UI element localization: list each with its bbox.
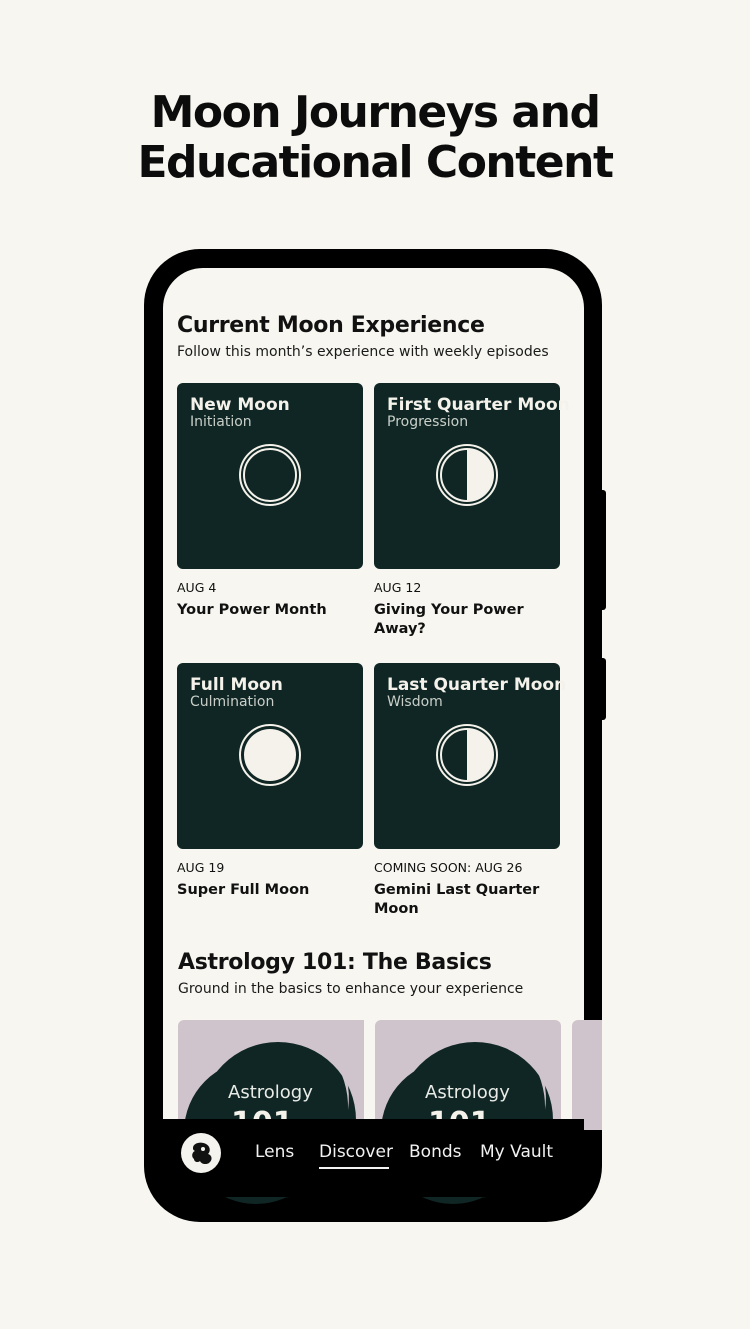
episode-title[interactable]: Gemini Last Quarter Moon: [374, 882, 540, 917]
episode-date: AUG 4: [177, 580, 217, 595]
episode-date: AUG 12: [374, 580, 422, 595]
section-title-astrology: Astrology 101: The Basics: [178, 950, 492, 975]
last-quarter-moon-icon: [435, 723, 499, 787]
moon-card-name: Full Moon: [190, 675, 283, 695]
episode-date: COMING SOON: AUG 26: [374, 860, 523, 875]
nav-item-bonds[interactable]: Bonds: [409, 1142, 462, 1162]
nav-item-my-vault[interactable]: My Vault: [480, 1142, 554, 1162]
moon-card-phase: Progression: [387, 414, 469, 430]
moon-card-phase: Culmination: [190, 694, 275, 710]
moon-card-last-quarter[interactable]: [374, 663, 567, 849]
moon-card-new-moon[interactable]: [177, 383, 363, 569]
bottom-nav: [163, 1119, 584, 1197]
nav-item-lens[interactable]: Lens: [255, 1142, 295, 1162]
headline-line-1: Moon Journeys and: [150, 87, 600, 138]
phone-side-button: [600, 658, 606, 720]
moon-card-name: New Moon: [190, 395, 290, 415]
new-moon-icon: [238, 443, 302, 507]
app-logo-glyph: [181, 1133, 221, 1173]
moon-card-phase: Initiation: [190, 414, 252, 430]
course-label: Astrology: [228, 1082, 313, 1103]
section-title-moon: Current Moon Experience: [177, 313, 485, 338]
section-subtitle-moon: Follow this month’s experience with weekly episodes: [177, 344, 549, 360]
episode-title[interactable]: Giving Your Power Away?: [374, 602, 524, 637]
moon-card-first-quarter[interactable]: [374, 383, 570, 569]
phone-side-button: [600, 490, 606, 610]
first-quarter-moon-icon: [435, 443, 499, 507]
course-card[interactable]: [178, 1020, 364, 1130]
course-card[interactable]: [375, 1020, 561, 1130]
episode-title[interactable]: Your Power Month: [177, 602, 327, 618]
episode-date: AUG 19: [177, 860, 225, 875]
course-card-peek[interactable]: [572, 1020, 602, 1130]
moon-card-name: First Quarter Moon: [387, 395, 570, 415]
full-moon-icon: [238, 723, 302, 787]
nav-active-indicator: [319, 1167, 389, 1169]
headline: [0, 88, 750, 188]
headline-line-2: Educational Content: [137, 137, 613, 188]
app-screen: [163, 268, 584, 1119]
episode-title[interactable]: Super Full Moon: [177, 882, 310, 898]
course-label: Astrology: [425, 1082, 510, 1103]
moon-card-phase: Wisdom: [387, 694, 443, 710]
app-logo-icon[interactable]: [181, 1133, 221, 1173]
nav-item-discover[interactable]: Discover: [319, 1142, 393, 1162]
section-subtitle-astrology: Ground in the basics to enhance your experience: [178, 981, 524, 997]
moon-card-full-moon[interactable]: [177, 663, 363, 849]
moon-card-name: Last Quarter Moon: [387, 675, 567, 695]
